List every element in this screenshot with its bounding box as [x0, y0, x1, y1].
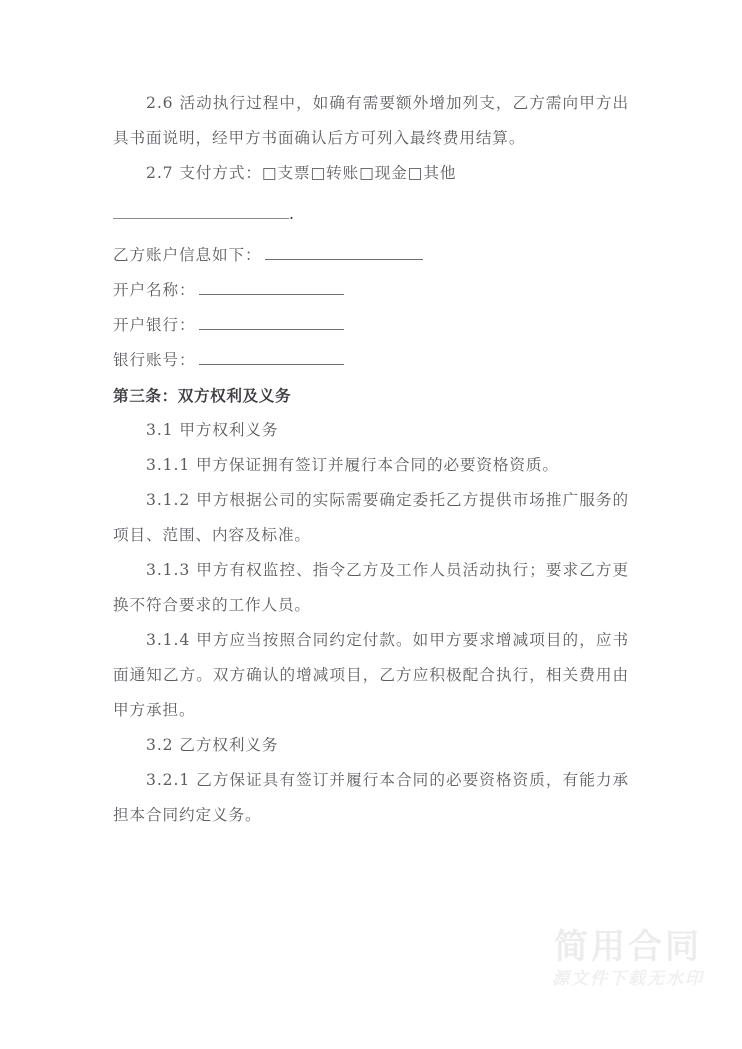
section-heading-article-three: 第三条：双方权利及义务: [113, 386, 292, 405]
field-blank-account-name[interactable]: [199, 279, 344, 295]
watermark-subtitle-text: 源文件下载无水印: [552, 969, 704, 989]
paragraph-clause-3-2: 3.2 乙方权利义务: [146, 736, 279, 754]
field-row-account-name: [113, 273, 629, 308]
field-label-bank-account-number: 银行账号：: [113, 351, 196, 369]
watermark: [552, 927, 704, 991]
watermark-brand-text: 简用合同: [554, 927, 702, 967]
paragraph-clause-3-1-3: 3.1.3 甲方有权监控、指令乙方及工作人员活动执行；要求乙方更换不符合要求的工作人员。: [113, 561, 629, 614]
field-row-bank-account-number: [113, 343, 629, 378]
field-row-bank-name: [113, 308, 629, 343]
paragraph-clause-2-7: 2.7 支付方式：□支票□转账□现金□其他: [146, 164, 457, 182]
field-label-account-name: 开户名称：: [113, 281, 196, 299]
document-body: [113, 86, 629, 833]
field-blank-bank-account-number[interactable]: [199, 349, 344, 365]
field-blank-account-info[interactable]: [265, 244, 423, 260]
field-blank-bank-name[interactable]: [199, 314, 344, 330]
field-row-account-info: [113, 238, 629, 273]
fill-in-blank-payment-other[interactable]: [113, 205, 289, 219]
paragraph-clause-3-2-1: 3.2.1 乙方保证具有签订并履行本合同的必要资格资质，有能力承担本合同约定义务。: [113, 771, 629, 824]
paragraph-clause-3-1-4: 3.1.4 甲方应当按照合同约定付款。如甲方要求增减项目的，应书面通知乙方。双方确认的增减项目，乙方应积极配合执行，相关费用由甲方承担。: [113, 631, 629, 719]
paragraph-clause-2-6: 2.6 活动执行过程中，如确有需要额外增加列支，乙方需向甲方出具书面说明，经甲方书面确认后方可列入最终费用结算。: [113, 94, 629, 147]
paragraph-clause-3-1-1: 3.1.1 甲方保证拥有签订并履行本合同的必要资格资质。: [146, 456, 559, 474]
rule-line-period: .: [289, 205, 294, 223]
paragraph-clause-3-1-2: 3.1.2 甲方根据公司的实际需要确定委托乙方提供市场推广服务的项目、范围、内容及标准。: [113, 491, 629, 544]
paragraph-clause-3-1: 3.1 甲方权利义务: [146, 421, 279, 439]
field-label-bank-name: 开户银行：: [113, 316, 196, 334]
fill-in-rule-line: [113, 197, 629, 232]
field-label-account-info: 乙方账户信息如下：: [113, 246, 262, 264]
